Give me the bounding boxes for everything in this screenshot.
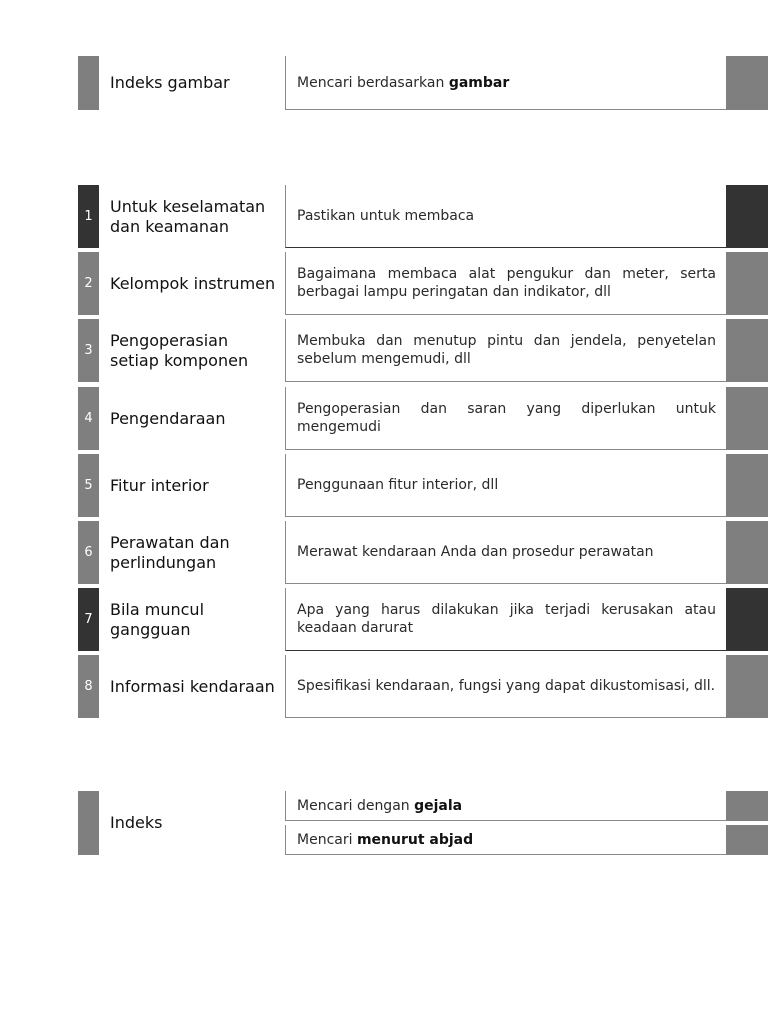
chapter-description-text: Penggunaan fitur interior, dll bbox=[297, 477, 499, 493]
chapter-tab-8[interactable] bbox=[726, 655, 768, 718]
chapter-description[interactable] bbox=[285, 252, 726, 315]
chapter-tab-4[interactable] bbox=[726, 387, 768, 450]
chapter-row-2[interactable] bbox=[0, 252, 768, 315]
index-by-symptom[interactable] bbox=[285, 791, 726, 821]
picture-index-marker bbox=[78, 56, 99, 110]
index-by-symptom-bold: gejala bbox=[414, 797, 463, 814]
chapter-title: Pengendaraan bbox=[110, 408, 226, 428]
index-by-symptom-prefix: Mencari dengan bbox=[297, 797, 415, 814]
chapter-description-text: Pengoperasian dan saran yang diperlukan untuk mengemudi bbox=[297, 401, 716, 435]
chapter-description[interactable] bbox=[285, 185, 726, 248]
chapter-description[interactable] bbox=[285, 454, 726, 517]
chapter-title: Untuk keselamatan dan keamanan bbox=[110, 196, 266, 236]
chapter-row-7[interactable] bbox=[0, 588, 768, 651]
index-row bbox=[0, 791, 768, 855]
picture-index-tab[interactable] bbox=[726, 56, 768, 110]
chapter-row-6[interactable] bbox=[0, 521, 768, 584]
index-alphabetical-bold: menurut abjad bbox=[356, 831, 474, 848]
chapter-number: 2 bbox=[78, 252, 99, 315]
chapter-title: Pengoperasian setiap komponen bbox=[110, 330, 249, 370]
index-by-symptom-tab[interactable] bbox=[726, 791, 768, 821]
chapter-description-text: Apa yang harus dilakukan jika terjadi kerusakan atau keadaan darurat bbox=[297, 602, 716, 636]
chapter-tab-6[interactable] bbox=[726, 521, 768, 584]
chapter-number: 3 bbox=[78, 319, 99, 382]
chapter-number: 6 bbox=[78, 521, 99, 584]
chapter-tab-5[interactable] bbox=[726, 454, 768, 517]
chapter-tab-2[interactable] bbox=[726, 252, 768, 315]
picture-index-desc-prefix: Mencari berdasarkan bbox=[297, 74, 449, 91]
chapter-number: 5 bbox=[78, 454, 99, 517]
index-marker bbox=[78, 791, 99, 855]
chapter-description[interactable] bbox=[285, 655, 726, 718]
chapter-row-1[interactable] bbox=[0, 185, 768, 248]
chapter-row-4[interactable] bbox=[0, 387, 768, 450]
chapter-description-text: Pastikan untuk membaca bbox=[297, 208, 475, 224]
index-alphabetical-prefix: Mencari bbox=[297, 831, 357, 848]
index-title: Indeks bbox=[110, 813, 163, 832]
chapter-title: Informasi kendaraan bbox=[110, 676, 275, 696]
chapter-description-text: Spesifikasi kendaraan, fungsi yang dapat dikustomisasi, dll. bbox=[297, 678, 716, 694]
picture-index-desc-bold: gambar bbox=[448, 74, 510, 91]
chapter-description[interactable] bbox=[285, 387, 726, 450]
chapter-row-5[interactable] bbox=[0, 454, 768, 517]
chapter-row-3[interactable] bbox=[0, 319, 768, 382]
chapter-title: Fitur interior bbox=[110, 475, 209, 495]
index-alphabetical[interactable] bbox=[285, 825, 726, 855]
index-alphabetical-tab[interactable] bbox=[726, 825, 768, 855]
chapter-description[interactable] bbox=[285, 521, 726, 584]
chapter-description-text: Bagaimana membaca alat pengukur dan meter, serta berbagai lampu peringatan dan indikator, dll bbox=[297, 266, 716, 300]
chapter-tab-3[interactable] bbox=[726, 319, 768, 382]
picture-index-title: Indeks gambar bbox=[110, 73, 230, 92]
chapter-tab-1[interactable] bbox=[726, 185, 768, 248]
chapter-description-text: Membuka dan menutup pintu dan jendela, penyetelan sebelum mengemudi, dll bbox=[297, 333, 716, 367]
chapter-title: Perawatan dan perlindungan bbox=[110, 532, 230, 572]
chapter-description[interactable] bbox=[285, 588, 726, 651]
picture-index-row[interactable] bbox=[0, 56, 768, 110]
chapter-title: Bila muncul gangguan bbox=[110, 599, 205, 639]
chapter-description[interactable] bbox=[285, 319, 726, 382]
chapter-row-8[interactable] bbox=[0, 655, 768, 718]
chapter-number: 8 bbox=[78, 655, 99, 718]
chapter-number: 7 bbox=[78, 588, 99, 651]
chapter-number: 4 bbox=[78, 387, 99, 450]
chapter-title: Kelompok instrumen bbox=[110, 273, 276, 293]
chapter-tab-7[interactable] bbox=[726, 588, 768, 651]
chapter-number: 1 bbox=[78, 185, 99, 248]
picture-index-description[interactable] bbox=[285, 56, 726, 110]
chapter-description-text: Merawat kendaraan Anda dan prosedur perawatan bbox=[297, 544, 654, 560]
